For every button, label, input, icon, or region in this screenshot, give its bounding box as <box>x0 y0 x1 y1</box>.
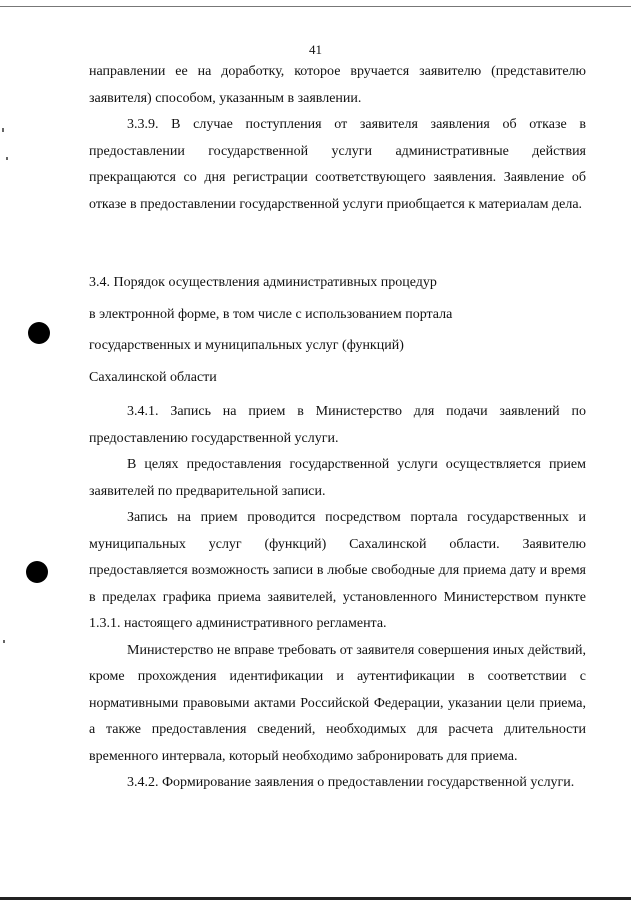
paragraph: Запись на прием проводится посредством портала государственных и муниципальных услуг (функций) Сахалинской области. Заявителю предоставляется возможность записи в любые свободные для приема дату и время в пределах графика приема заявителей, установленного Министерством пункте 1.3.1. настоящего административного регламента. <box>89 510 586 631</box>
paragraph: направлении ее на доработку, которое вручается заявителю (представителю заявителя) способом, указанным в заявлении. <box>89 64 586 106</box>
section-heading-line: государственных и муниципальных услуг (функций) <box>89 338 404 353</box>
section-heading-line: в электронной форме, в том числе с использованием портала <box>89 306 453 322</box>
paragraph-3-4-1: 3.4.1. Запись на прием в Министерство для подачи заявлений по предоставлению государственной услуги. <box>89 404 586 446</box>
section-heading-line: Сахалинской области <box>89 369 217 385</box>
top-text-block <box>89 59 586 218</box>
scan-edge-mark <box>2 128 4 132</box>
binder-hole-upper <box>28 322 50 344</box>
body-text-block <box>89 399 586 797</box>
section-heading-line: 3.4. Порядок осуществления административных процедур <box>89 275 437 290</box>
paragraph: Министерство не вправе требовать от заявителя совершения иных действий, кроме прохождения идентификации и аутентификации в соответствии с нормативными правовыми актами Российской Федерации, указании цели приема, а также предоставления сведений, необходимых для расчета длительности временного интервала, который необходимо забронировать для приема. <box>89 642 586 764</box>
binder-hole-lower <box>26 561 48 583</box>
scan-edge-mark <box>3 640 5 643</box>
scan-top-edge <box>0 6 631 7</box>
paragraph: В целях предоставления государственной услуги осуществляется прием заявителей по предварительной записи. <box>89 457 586 499</box>
paragraph-3-4-2: 3.4.2. Формирование заявления о предоставлении государственной услуги. <box>127 775 575 790</box>
scan-edge-mark <box>6 157 8 160</box>
scan-bottom-edge <box>0 897 631 900</box>
page-number: 41 <box>309 42 322 57</box>
section-heading <box>89 267 586 393</box>
paragraph-3-3-9: 3.3.9. В случае поступления от заявителя заявления об отказе в предоставлении государственной услуги административные действия прекращаются со дня регистрации соответствующего заявления. Заявление об отказе в предоставлении государственной услуги приобщается к материалам дела. <box>89 117 586 212</box>
